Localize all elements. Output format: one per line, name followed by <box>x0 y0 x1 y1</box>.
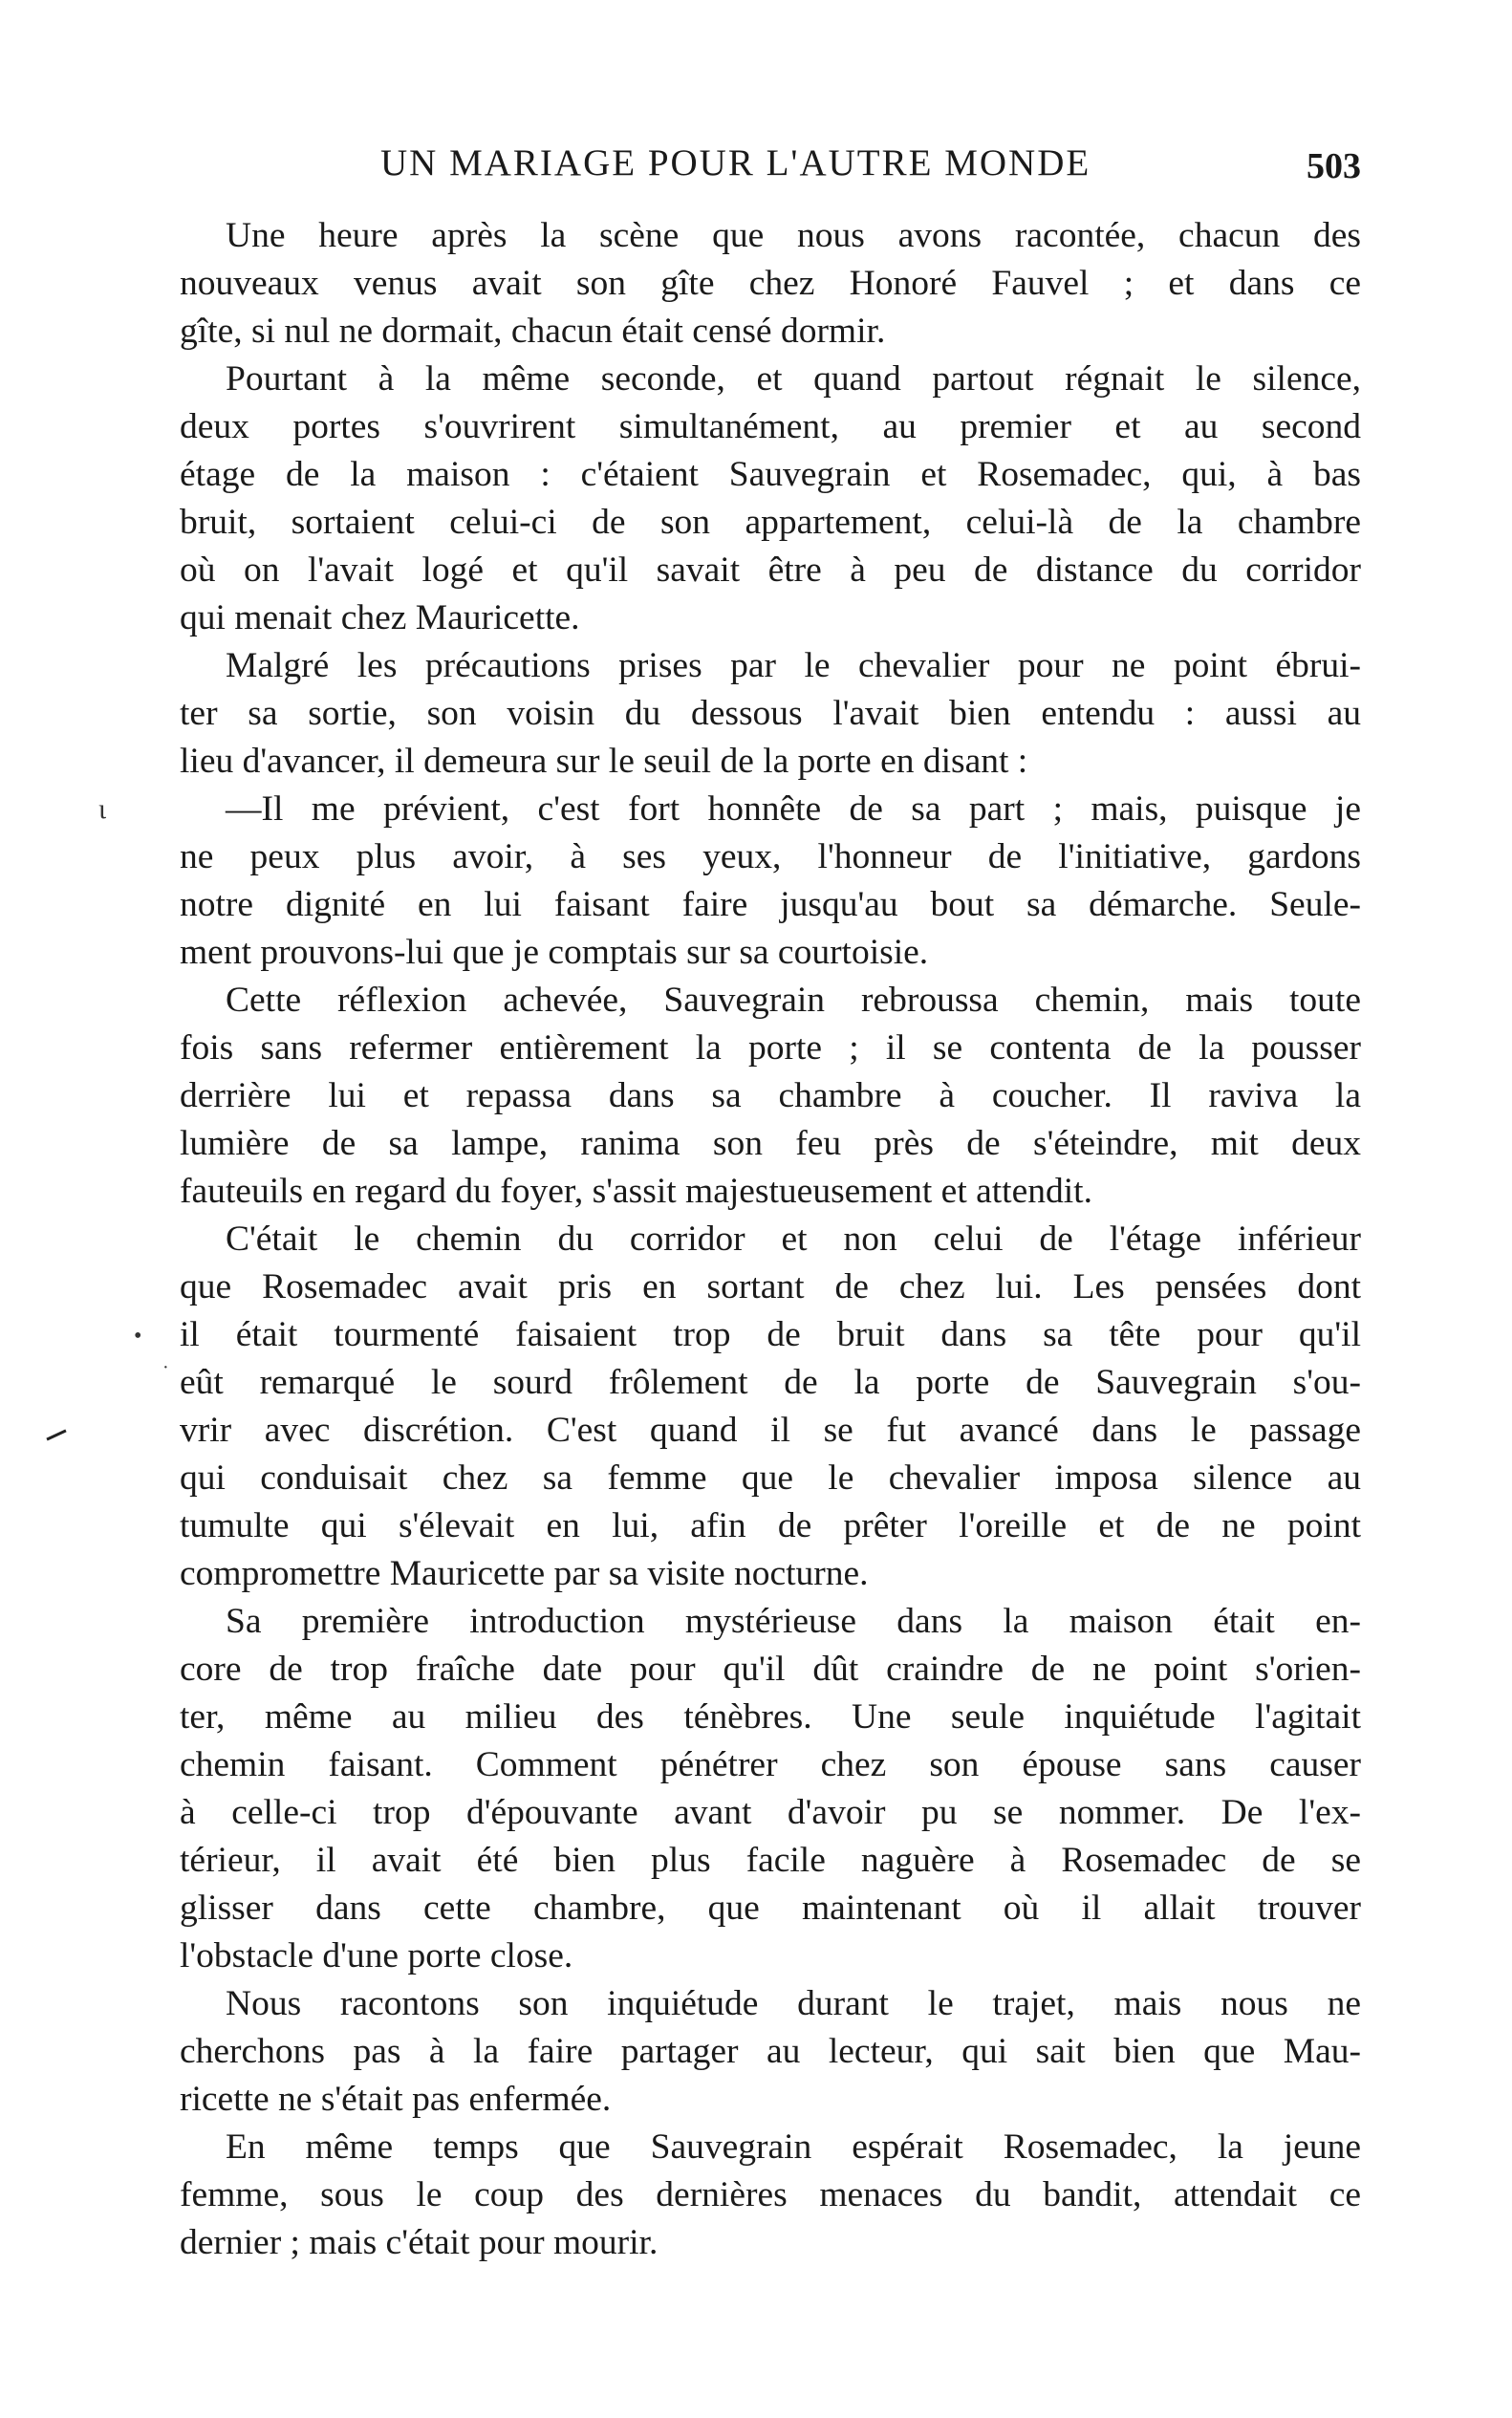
text-line: derrière lui et repassa dans sa chambre à coucher. Il raviva la <box>180 1076 1361 1115</box>
text-line: Nous racontons son inquiétude durant le trajet, mais nous ne <box>226 1984 1361 2023</box>
text-line: chemin faisant. Comment pénétrer chez son épouse sans causer <box>180 1745 1361 1784</box>
text-line: Cette réflexion achevée, Sauvegrain rebroussa chemin, mais toute <box>226 981 1361 1020</box>
text-line: eût remarqué le sourd frôlement de la porte de Sauvegrain s'ou- <box>180 1363 1361 1402</box>
text-line: deux portes s'ouvrirent simultanément, au premier et au second <box>180 407 1361 446</box>
page-number: 503 <box>1307 146 1361 186</box>
margin-mark <box>46 1429 66 1440</box>
text-line: où on l'avait logé et qu'il savait être à peu de distance du corridor <box>180 551 1361 590</box>
text-line: Sa première introduction mystérieuse dans la maison était en- <box>226 1602 1361 1641</box>
text-line: fauteuils en regard du foyer, s'assit majestueusement et attendit. <box>180 1172 1092 1211</box>
text-line: femme, sous le coup des dernières menaces du bandit, attendait ce <box>180 2175 1361 2214</box>
text-line: que Rosemadec avait pris en sortant de chez lui. Les pensées dont <box>180 1267 1361 1306</box>
text-line: compromettre Mauricette par sa visite nocturne. <box>180 1554 869 1593</box>
text-line: Une heure après la scène que nous avons racontée, chacun des <box>226 216 1361 255</box>
text-line: ter sa sortie, son voisin du dessous l'avait bien entendu : aussi au <box>180 694 1361 733</box>
text-line: tumulte qui s'élevait en lui, afin de prêter l'oreille et de ne point <box>180 1506 1361 1545</box>
text-line: vrir avec discrétion. C'est quand il se fut avancé dans le passage <box>180 1411 1361 1450</box>
text-line: Malgré les précautions prises par le chevalier pour ne point ébrui- <box>226 646 1361 685</box>
text-line: dernier ; mais c'était pour mourir. <box>180 2223 659 2262</box>
text-line: core de trop fraîche date pour qu'il dût craindre de ne point s'orien- <box>180 1650 1361 1689</box>
text-line: ne peux plus avoir, à ses yeux, l'honneur de l'initiative, gardons <box>180 837 1361 876</box>
text-line: l'obstacle d'une porte close. <box>180 1936 573 1975</box>
text-line: qui conduisait chez sa femme que le chevalier imposa silence au <box>180 1458 1361 1498</box>
text-line: qui menait chez Mauricette. <box>180 598 580 637</box>
text-line: glisser dans cette chambre, que maintenant où il allait trouver <box>180 1889 1361 1928</box>
text-line: gîte, si nul ne dormait, chacun était censé dormir. <box>180 312 886 351</box>
text-line: C'était le chemin du corridor et non celui de l'étage inférieur <box>226 1220 1361 1259</box>
text-line: ricette ne s'était pas enfermée. <box>180 2080 612 2119</box>
text-line: En même temps que Sauvegrain espérait Rosemadec, la jeune <box>226 2127 1361 2167</box>
text-line: nouveaux venus avait son gîte chez Honoré Fauvel ; et dans ce <box>180 264 1361 303</box>
text-line: à celle-ci trop d'épouvante avant d'avoir pu se nommer. De l'ex- <box>180 1793 1361 1832</box>
text-line: ment prouvons-lui que je comptais sur sa courtoisie. <box>180 933 929 972</box>
text-line: —Il me prévient, c'est fort honnête de sa part ; mais, puisque je <box>226 789 1361 829</box>
running-head <box>180 141 1361 189</box>
text-line: fois sans refermer entièrement la porte ; il se contenta de la pousser <box>180 1028 1361 1068</box>
text-line: cherchons pas à la faire partager au lecteur, qui sait bien que Mau- <box>180 2032 1361 2071</box>
body-text <box>180 212 1361 2267</box>
text-line: il était tourmenté faisaient trop de bruit dans sa tête pour qu'il <box>180 1315 1361 1354</box>
running-title: UN MARIAGE POUR L'AUTRE MONDE <box>380 142 1091 184</box>
margin-mark: · <box>162 1357 169 1378</box>
text-line: térieur, il avait été bien plus facile naguère à Rosemadec de se <box>180 1841 1361 1880</box>
text-line: Pourtant à la même seconde, et quand partout régnait le silence, <box>226 359 1361 399</box>
margin-mark: • <box>134 1324 142 1349</box>
margin-mark: ι <box>98 793 107 825</box>
text-line: ter, même au milieu des ténèbres. Une seule inquiétude l'agitait <box>180 1697 1361 1737</box>
text-line: lieu d'avancer, il demeura sur le seuil de la porte en disant : <box>180 742 1028 781</box>
text-line: lumière de sa lampe, ranima son feu près de s'éteindre, mit deux <box>180 1124 1361 1163</box>
text-line: bruit, sortaient celui-ci de son appartement, celui-là de la chambre <box>180 503 1361 542</box>
text-line: étage de la maison : c'étaient Sauvegrain et Rosemadec, qui, à bas <box>180 455 1361 494</box>
text-line: notre dignité en lui faisant faire jusqu'au bout sa démarche. Seule- <box>180 885 1361 924</box>
